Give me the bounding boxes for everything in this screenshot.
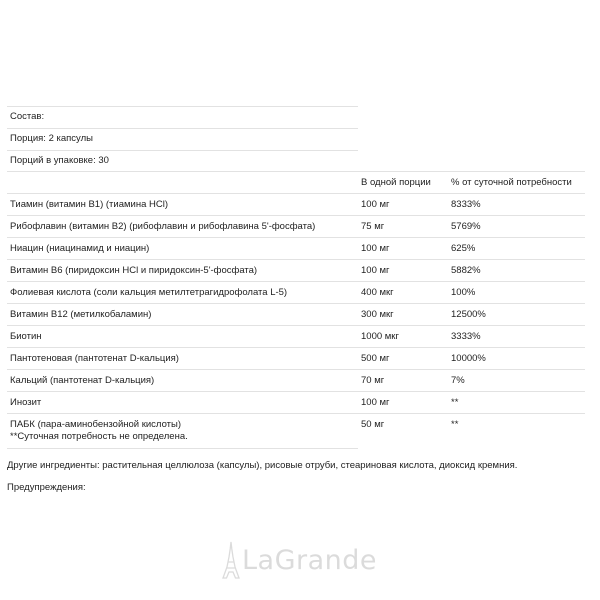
table-row xyxy=(7,194,585,216)
table-row xyxy=(7,260,585,282)
daily-value-percent: 8333% xyxy=(451,198,481,210)
servings-per-container: Порций в упаковке: 30 xyxy=(7,150,358,172)
ingredient-name: Витамин B6 (пиридоксин HCl и пиридоксин-5'-фосфата) xyxy=(10,264,258,276)
ingredient-name: ПАБК (пара-аминобензойной кислоты) xyxy=(10,418,182,430)
daily-value-percent: 100% xyxy=(451,286,476,298)
table-row xyxy=(7,392,585,414)
ingredient-name: Рибофлавин (витамин B2) (рибофлавин и рибофлавина 5'-фосфата) xyxy=(10,220,316,232)
nutrition-table-body xyxy=(7,172,585,436)
amount-per-serving: 500 мг xyxy=(361,352,390,364)
ingredient-name: Инозит xyxy=(10,396,42,408)
amount-per-serving: 1000 мкг xyxy=(361,330,399,342)
ingredient-name: Биотин xyxy=(10,330,42,342)
daily-value-percent: 625% xyxy=(451,242,476,254)
ingredient-name: Фолиевая кислота (соли кальция метилтетрагидрофолата L-5) xyxy=(10,286,288,298)
ingredient-name: Кальций (пантотенат D-кальция) xyxy=(10,374,155,386)
nutrition-table xyxy=(7,171,585,435)
daily-value-percent: 3333% xyxy=(451,330,481,342)
composition-heading: Состав: xyxy=(7,106,358,128)
amount-per-serving: 300 мкг xyxy=(361,308,394,320)
daily-value-percent: 5882% xyxy=(451,264,481,276)
amount-per-serving: 100 мг xyxy=(361,264,390,276)
daily-value-percent: ** xyxy=(451,418,459,430)
watermark-logo xyxy=(222,540,377,580)
amount-per-serving: 100 мг xyxy=(361,198,390,210)
serving-info xyxy=(7,106,358,172)
table-row xyxy=(7,304,585,326)
footnote-divider xyxy=(7,448,358,449)
ingredient-name: Тиамин (витамин B1) (тиамина HCl) xyxy=(10,198,168,210)
serving-size: Порция: 2 капсулы xyxy=(7,128,358,150)
amount-per-serving: 100 мг xyxy=(361,242,390,254)
daily-value-percent: 12500% xyxy=(451,308,486,320)
warnings-heading: Предупреждения: xyxy=(7,482,86,493)
header-per-serving: В одной порции xyxy=(361,176,431,188)
table-header-row xyxy=(7,172,585,194)
ingredient-name: Витамин B12 (метилкобаламин) xyxy=(10,308,152,320)
table-row xyxy=(7,370,585,392)
daily-value-percent: ** xyxy=(451,396,459,408)
ingredient-name: Пантотеновая (пантотенат D-кальция) xyxy=(10,352,179,364)
header-daily-value: % от суточной потребности xyxy=(451,176,572,188)
table-row xyxy=(7,348,585,370)
amount-per-serving: 400 мкг xyxy=(361,286,394,298)
daily-value-percent: 10000% xyxy=(451,352,486,364)
eiffel-tower-icon xyxy=(222,541,240,579)
other-ingredients: Другие ингредиенты: растительная целлюлоза (капсулы), рисовые отруби, стеариновая кислота, диоксид кремния. xyxy=(7,460,518,471)
table-row xyxy=(7,326,585,348)
table-row xyxy=(7,282,585,304)
table-row xyxy=(7,238,585,260)
watermark-text: LaGrande xyxy=(242,544,378,576)
header-ingredient xyxy=(7,172,358,194)
daily-value-percent: 7% xyxy=(451,374,465,386)
amount-per-serving: 100 мг xyxy=(361,396,390,408)
table-row xyxy=(7,216,585,238)
amount-per-serving: 70 мг xyxy=(361,374,385,386)
ingredient-name: Ниацин (ниацинамид и ниацин) xyxy=(10,242,150,254)
footnote: **Суточная потребность не определена. xyxy=(10,431,188,442)
daily-value-percent: 5769% xyxy=(451,220,481,232)
amount-per-serving: 50 мг xyxy=(361,418,385,430)
amount-per-serving: 75 мг xyxy=(361,220,385,232)
